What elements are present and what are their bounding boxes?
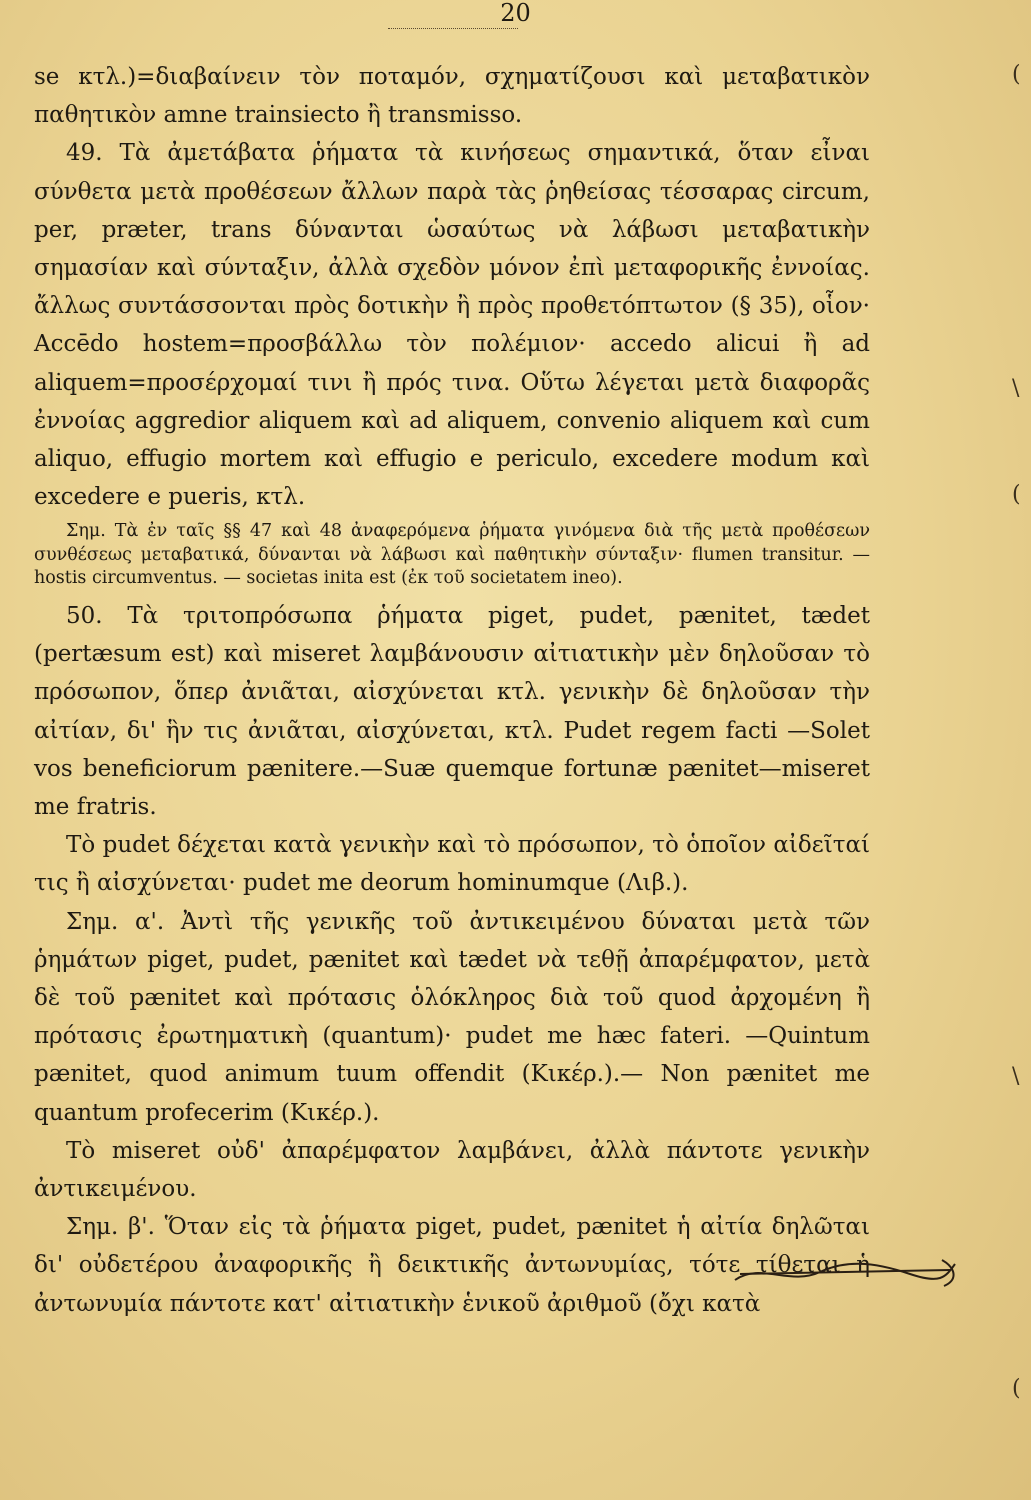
- paragraph-continuation: se κτλ.)=διαβαίνειν τὸν ποταμόν, σχηματίζουσι καὶ μεταβατικὸν παθητικὸν amne trainsiecto ἢ transmisso.: [34, 64, 870, 129]
- paragraph-miseret: Τὸ miseret οὐδ' ἀπαρέμφατον λαμβάνει, ἀλλὰ πάντοτε γενικὴν ἀντικειμένου.: [34, 1137, 870, 1202]
- margin-mark: \: [1012, 376, 1020, 401]
- page-number-rule: [388, 28, 518, 29]
- paragraph-49: 49. Τὰ ἀμετάβατα ῥήματα τὰ κινήσεως σημαντικά, ὅταν εἶναι σύνθετα μετὰ προθέσεων ἄλλων παρὰ τὰς ῥηθείσας τέσσαρας circum, per, præter, trans δύνανται ὡσαύτως νὰ λάβωσι μεταβατικὴν σημασίαν καὶ σύνταξιν, ἀλλὰ σχεδὸν μόνον ἐπὶ μεταφορικῆς ἐννοίας. ἄλλως συντάσσονται πρὸς δοτικὴν ἢ πρὸς προθετόπτωτον (§ 35), οἷον· Accēdo hostem=προσβάλλω τὸν πολέμιον· accedo alicui ἢ ad aliquem=προσέρχομαί τινι ἢ πρός τινα. Οὕτω λέγεται μετὰ διαφορᾶς ἐννοίας aggredior aliquem καὶ ad aliquem, convenio aliquem καὶ cum aliquo, effugio mortem καὶ effugio e periculo, excedere modum καὶ excedere e pueris, κτλ.: [34, 140, 870, 511]
- body-text: [34, 58, 870, 1323]
- handwritten-scribble: [730, 1258, 960, 1288]
- margin-mark: (: [1012, 1376, 1021, 1401]
- note-beta: Σημ. β'. Ὅταν εἰς τὰ ῥήματα piget, pudet, pænitet ἡ αἰτία δηλῶται δι' οὐδετέρου ἀναφορικῆς ἢ δεικτικῆς ἀντωνυμίας, τότε τίθεται ἡ ἀντωνυμία πάντοτε κατ' αἰτιατικὴν ἑνικοῦ ἀριθμοῦ (ὄχι κατὰ: [34, 1214, 870, 1317]
- paragraph-pudet: Τὸ pudet δέχεται κατὰ γενικὴν καὶ τὸ πρόσωπον, τὸ ὁποῖον αἰδεῖταί τις ἢ αἰσχύνεται· pudet me deorum hominumque (Λιβ.).: [34, 832, 870, 897]
- note-49: Σημ. Τὰ ἐν ταῖς §§ 47 καὶ 48 ἀναφερόμενα ῥήματα γινόμενα διὰ τῆς μετὰ προθέσεων συνθέσεως μεταβατικά, δύνανται νὰ λάβωσι καὶ παθητικὴν σύνταξιν· flumen transitur. — hostis circumventus. — societas inita est (ἐκ τοῦ societatem ineo).: [34, 521, 870, 589]
- margin-mark: \: [1012, 1064, 1020, 1089]
- margin-mark: (: [1012, 482, 1021, 507]
- page-number: 20: [500, 0, 531, 27]
- note-alpha: Σημ. α'. Ἀντὶ τῆς γενικῆς τοῦ ἀντικειμένου δύναται μετὰ τῶν ῥημάτων piget, pudet, pænitet καὶ tædet νὰ τεθῇ ἀπαρέμφατον, μετὰ δὲ τοῦ pænitet καὶ πρότασις ὁλόκληρος διὰ τοῦ quod ἀρχομένη ἢ πρότασις ἐρωτηματικὴ (quantum)· pudet me hæc fateri. —Quintum pænitet, quod animum tuum offendit (Κικέρ.).— Non pænitet me quantum profecerim (Κικέρ.).: [34, 908, 870, 1126]
- paragraph-50: 50. Τὰ τριτοπρόσωπα ῥήματα piget, pudet, pænitet, tædet (pertæsum est) καὶ miseret λαμβάνουσιν αἰτιατικὴν μὲν δηλοῦσαν τὸ πρόσωπον, ὅπερ ἀνιᾶται, αἰσχύνεται κτλ. γενικὴν δὲ δηλοῦσαν τὴν αἰτίαν, δι' ἣν τις ἀνιᾶται, αἰσχύνεται, κτλ. Pudet regem facti —Solet vos beneficiorum pænitere.—Suæ quemque fortunæ pænitet—miseret me fratris.: [34, 602, 870, 820]
- margin-mark: (: [1012, 62, 1021, 87]
